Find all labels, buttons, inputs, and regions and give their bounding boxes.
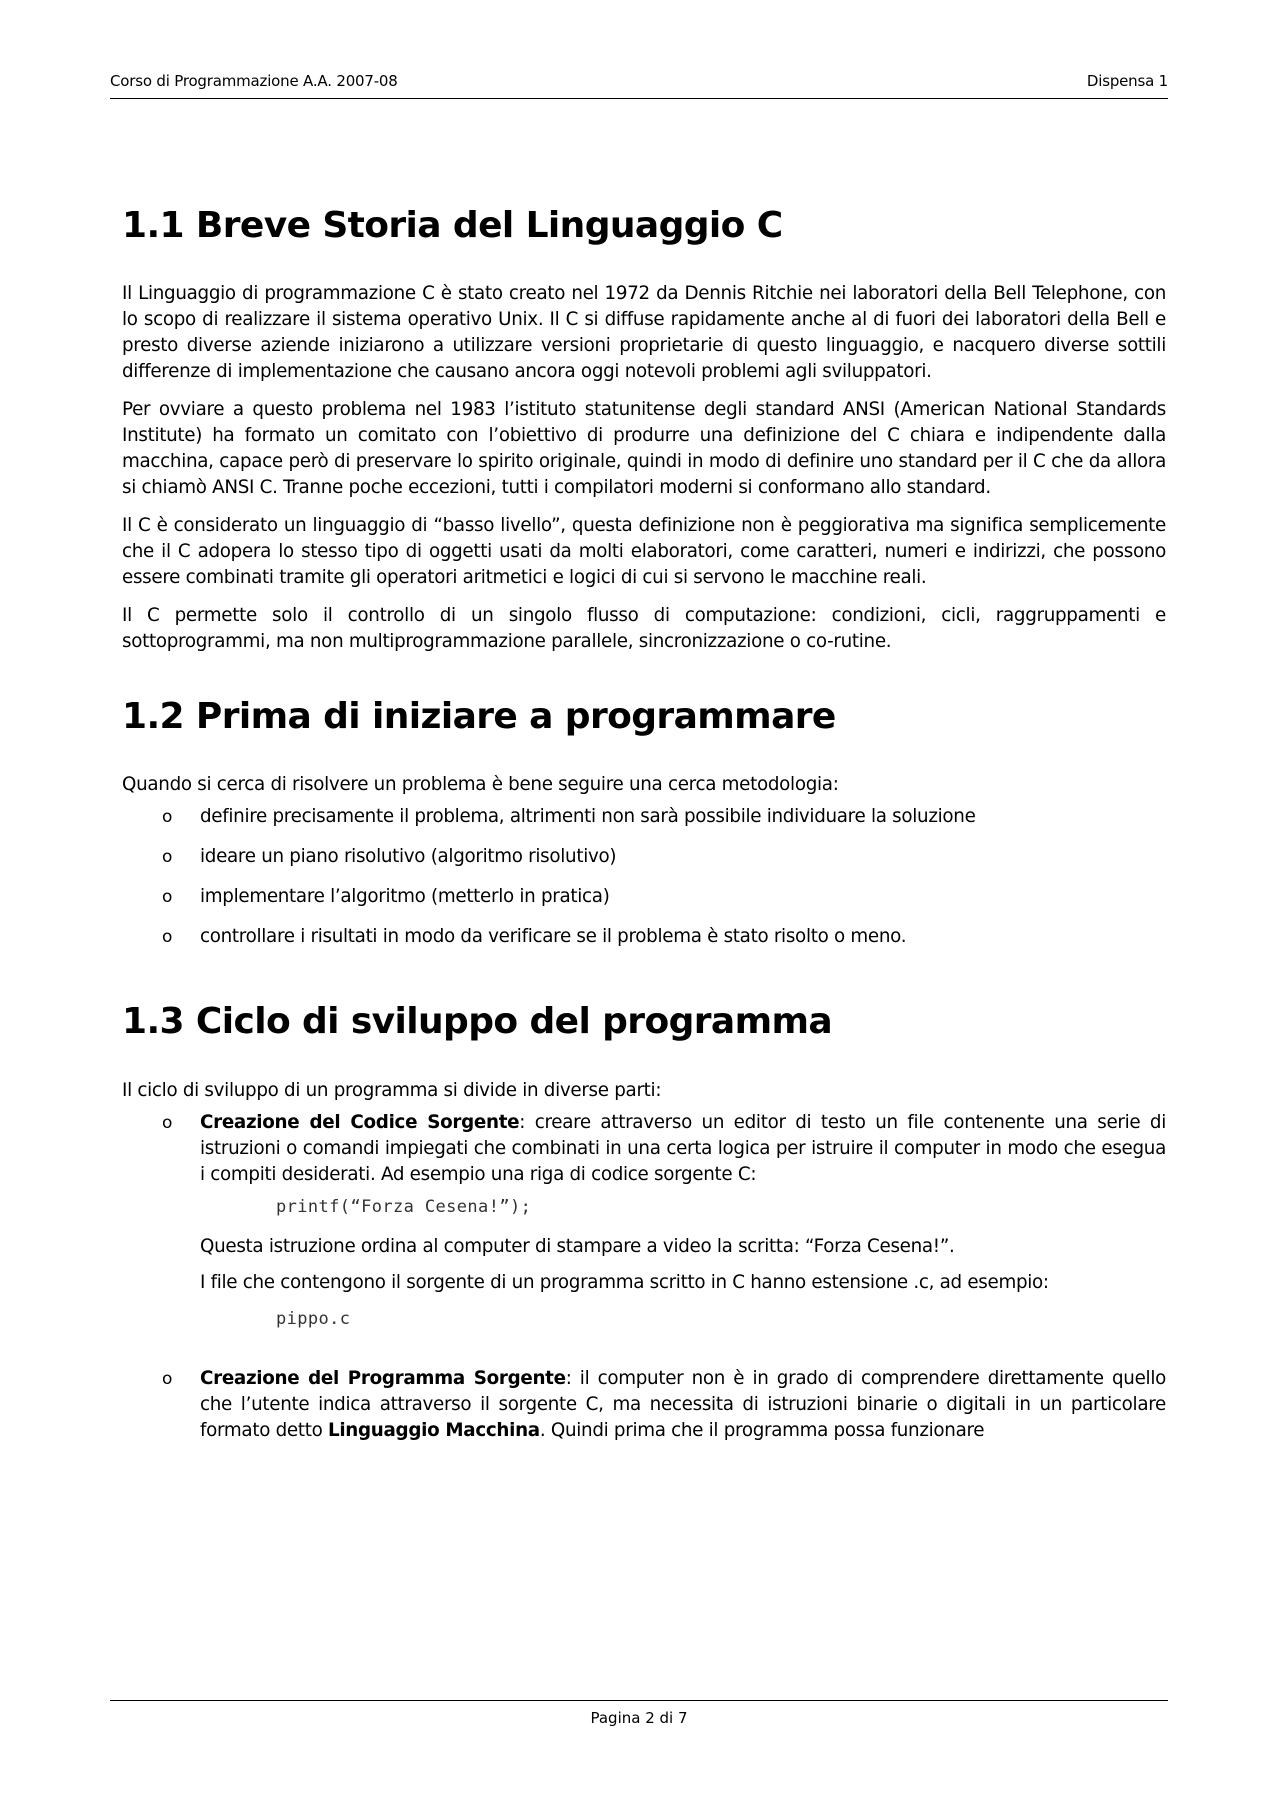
section-1-paragraph: Per ovviare a questo problema nel 1983 l’istituto statunitense degli standard ANSI (American National Standards Institute) ha formato un comitato con l’obiettivo di produrre una definizione del C chiara e indipendente dalla macchina, capace però di preservare lo spirito originale, quindi in modo di definire uno standard per il C che da allora si chiamò ANSI C. Tranne poche eccezioni, tutti i compilatori moderni si conformano allo standard. (122, 399, 1166, 499)
bullet-marker: o (162, 1368, 173, 1389)
page-content (122, 204, 1166, 1458)
bullet-marker: o (162, 1112, 173, 1133)
page-number: Pagina 2 di 7 (590, 1709, 688, 1727)
term-source-code: Creazione del Codice Sorgente (200, 1111, 520, 1133)
section-2-intro: Quando si cerca di risolvere un problema è bene seguire una cerca metodologia: (122, 774, 839, 796)
running-footer (110, 1700, 1168, 1727)
section-3-title: 1.3 Ciclo di sviluppo del programma (122, 1001, 833, 1043)
code-example: pippo.c (276, 1308, 351, 1329)
list-item: o definire precisamente il problema, altrimenti non sarà possibile individuare la soluzione (122, 804, 1166, 830)
section-2-title: 1.2 Prima di iniziare a programmare (122, 696, 836, 738)
bullet-marker: o (162, 887, 173, 908)
code-example: printf(“Forza Cesena!”); (276, 1196, 532, 1217)
handout-number: Dispensa 1 (1086, 72, 1168, 90)
course-title: Corso di Programmazione A.A. 2007-08 (110, 72, 398, 90)
term-program: Creazione del Programma Sorgente (200, 1367, 566, 1389)
term-machine-language: Linguaggio Macchina (327, 1419, 540, 1441)
bullet-marker: o (162, 927, 173, 948)
list-item: o ideare un piano risolutivo (algoritmo risolutivo) (122, 844, 1166, 870)
list-item (122, 1110, 1166, 1332)
list-item-text: Creazione del Codice Sorgente: creare attraverso un editor di testo un file contenente una serie di istruzioni o comandi impiegati che combinati in una certa logica per istruire il computer in modo che esegua i compiti desiderati. Ad esempio una riga di codice sorgente C: (200, 1111, 1166, 1185)
development-cycle-list (122, 1110, 1166, 1444)
list-item: o controllare i risultati in modo da verificare se il problema è stato risolto o meno. (122, 924, 1166, 950)
section-1-paragraph: Il Linguaggio di programmazione C è stato creato nel 1972 da Dennis Ritchie nei laboratori della Bell Telephone, con lo scopo di realizzare il sistema operativo Unix. Il C si diffuse rapidamente anche al di fuori dei laboratori della Bell e presto diverse aziende iniziarono a utilizzare versioni proprietarie di questo linguaggio, e nacquero diverse sottili differenze di implementazione che causano ancora oggi notevoli problemi agli sviluppatori. (122, 283, 1166, 383)
section-3-intro: Il ciclo di sviluppo di un programma si divide in diverse parti: (122, 1079, 662, 1101)
section-1-title: 1.1 Breve Storia del Linguaggio C (122, 205, 783, 246)
list-item (122, 1366, 1166, 1444)
section-1-paragraph: Il C è considerato un linguaggio di “basso livello”, questa definizione non è peggiorativa ma significa semplicemente che il C adopera lo stesso tipo di oggetti usati da molti elaboratori, come caratteri, numeri e indirizzi, che possono essere combinati tramite gli operatori aritmetici e logici di cui si servono le macchine reali. (122, 515, 1166, 589)
running-header (110, 72, 1168, 99)
section-1-paragraph: Il C permette solo il controllo di un singolo flusso di computazione: condizioni, cicli, raggruppamenti e sottoprogrammi, ma non multiprogrammazione parallele, sincronizzazione o co-rutine. (122, 605, 1166, 653)
list-item-text: I file che contengono il sorgente di un programma scritto in C hanno estensione .c, ad esempio: (200, 1271, 1049, 1293)
methodology-list (122, 804, 1166, 950)
list-item-text: Questa istruzione ordina al computer di stampare a video la scritta: “Forza Cesena!”. (200, 1235, 955, 1257)
list-item: o implementare l’algoritmo (metterlo in pratica) (122, 884, 1166, 910)
bullet-marker: o (162, 847, 173, 868)
bullet-marker: o (162, 807, 173, 828)
list-item-text: Creazione del Programma Sorgente: il computer non è in grado di comprendere direttamente quello che l’utente indica attraverso il sorgente C, ma necessita di istruzioni binarie o digitali in un particolare formato detto Linguaggio Macchina. Quindi prima che il programma possa funzionare (200, 1367, 1166, 1441)
